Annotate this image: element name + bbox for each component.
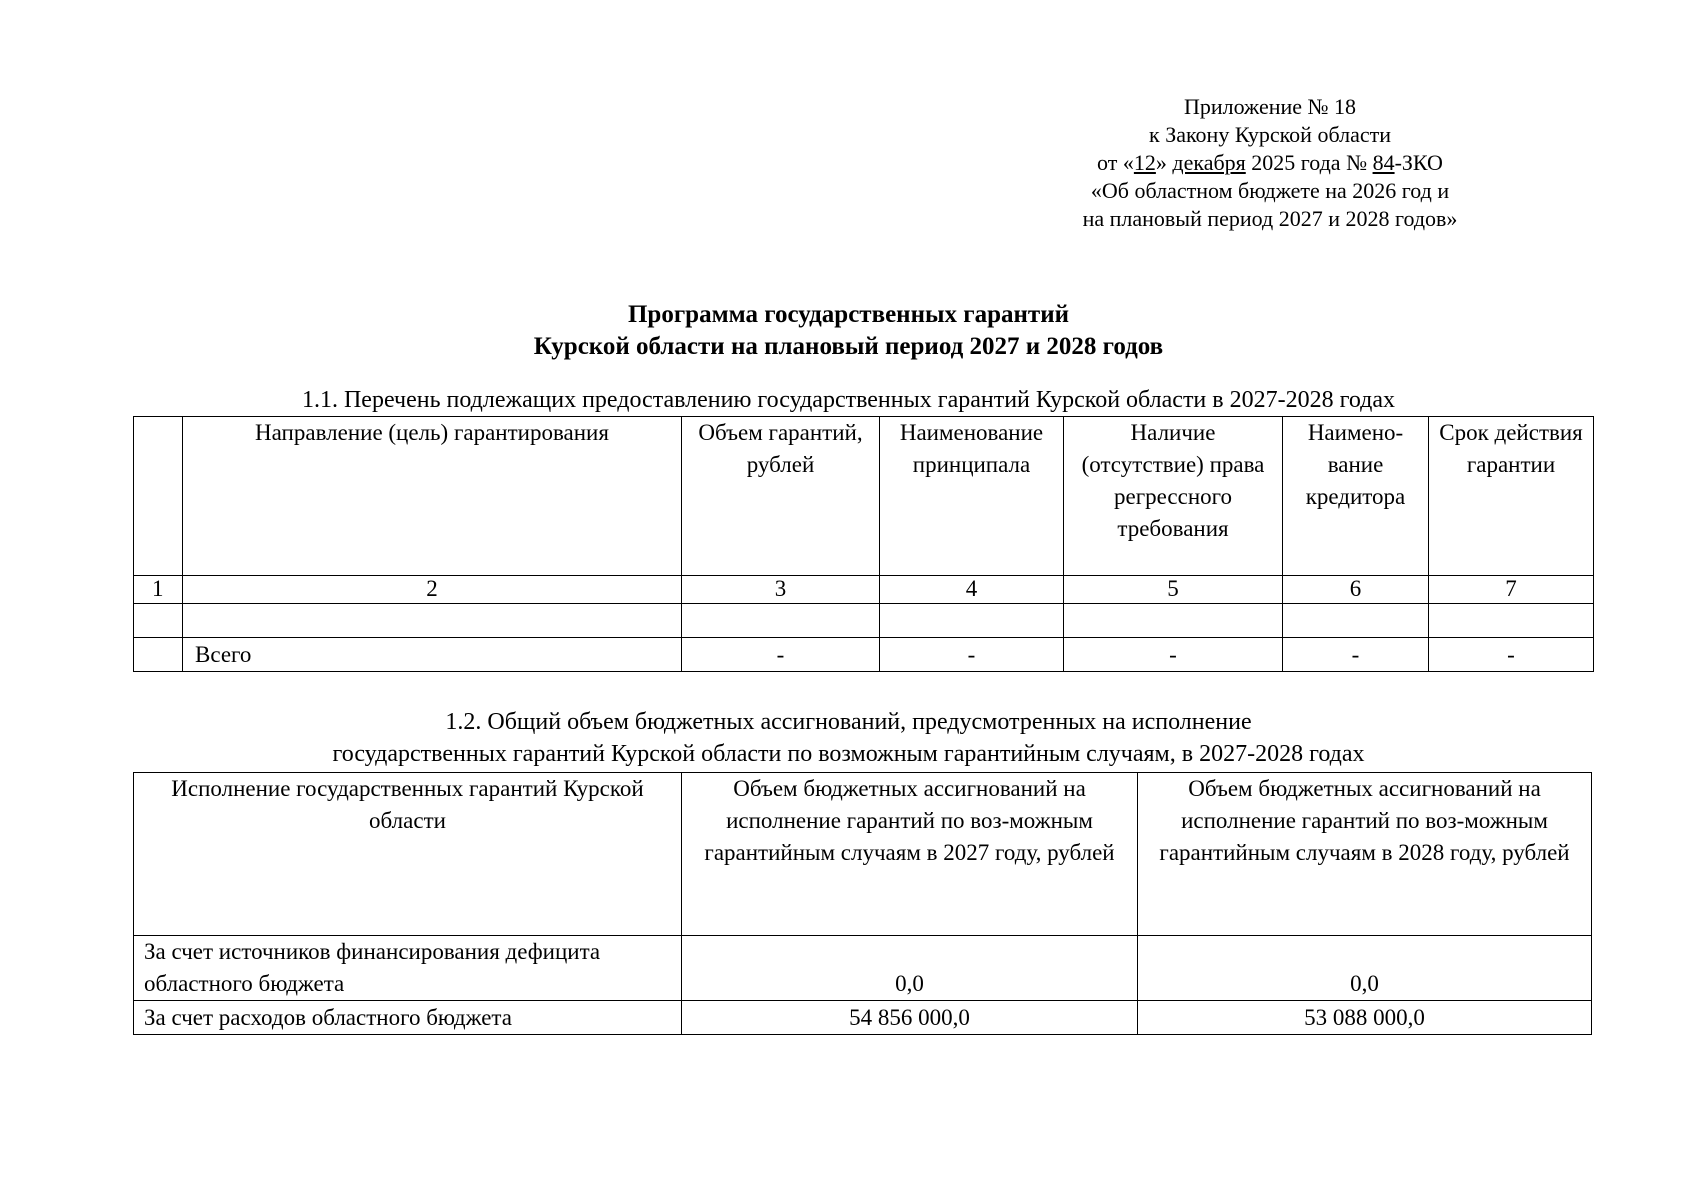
table1-column-number-row — [134, 576, 1594, 604]
table1-header-row — [134, 417, 1594, 576]
table1-header-cell: Срок действия гарантии — [1429, 417, 1594, 576]
document-title — [0, 299, 1697, 363]
budget-allocations-table — [133, 772, 1592, 1035]
table-cell: - — [1064, 638, 1283, 672]
table2-header-cell: Объем бюджетных ассигнований на исполнение гарантий по воз-можным гарантийным случаям в 2028 году, рублей — [1138, 773, 1592, 936]
appendix-date-mid2: 2025 года № — [1245, 150, 1373, 175]
table1-header-cell: Наименование принципала — [880, 417, 1064, 576]
appendix-date-prefix: от « — [1097, 150, 1134, 175]
appendix-law-number: 84 — [1372, 150, 1395, 175]
row-label: За счет расходов областного бюджета — [134, 1001, 682, 1035]
table-row — [134, 1001, 1592, 1035]
appendix-line-4: «Об областном бюджете на 2026 год и — [1090, 178, 1450, 203]
column-number-cell: 7 — [1429, 576, 1594, 604]
table-row — [134, 936, 1592, 1001]
section-2-heading — [0, 706, 1697, 770]
table1-header-cell: Наимено-вание кредитора — [1283, 417, 1429, 576]
appendix-day: 12 — [1133, 150, 1156, 175]
appendix-line-1: Приложение № 18 — [1183, 94, 1357, 119]
appendix-month: декабря — [1172, 150, 1246, 175]
column-number-cell: 5 — [1064, 576, 1283, 604]
column-number-cell: 6 — [1283, 576, 1429, 604]
table-cell — [1283, 604, 1429, 638]
table-cell — [1429, 604, 1594, 638]
column-number-cell: 1 — [134, 576, 183, 604]
appendix-date-mid1: » — [1155, 150, 1173, 175]
table-cell — [1064, 604, 1283, 638]
table-cell — [183, 604, 682, 638]
value-2028: 0,0 — [1138, 936, 1592, 1001]
appendix-law-suffix: -ЗКО — [1394, 150, 1443, 175]
title-line-1: Программа государственных гарантий — [627, 301, 1069, 328]
guarantees-list-table — [133, 416, 1594, 672]
appendix-line-5: на плановый период 2027 и 2028 годов» — [1082, 206, 1458, 231]
appendix-line-2: к Закону Курской области — [1149, 122, 1391, 147]
table1-total-row — [134, 638, 1594, 672]
table1-empty-row — [134, 604, 1594, 638]
value-2027: 0,0 — [682, 936, 1138, 1001]
table2-header-cell: Исполнение государственных гарантий Курской области — [134, 773, 682, 936]
table-cell — [880, 604, 1064, 638]
title-line-2: Курской области на плановый период 2027 и 2028 годов — [533, 333, 1164, 360]
table-cell: - — [1283, 638, 1429, 672]
section-2-heading-line-1: 1.2. Общий объем бюджетных ассигнований, предусмотренных на исполнение — [445, 709, 1252, 735]
value-2027: 54 856 000,0 — [682, 1001, 1138, 1035]
total-label: Всего — [183, 638, 682, 672]
column-number-cell: 4 — [880, 576, 1064, 604]
table1-header-cell: Наличие (отсутствие) права регрессного требования — [1064, 417, 1283, 576]
table1-header-cell — [134, 417, 183, 576]
appendix-line-3 — [1030, 149, 1510, 177]
table2-header-row — [134, 773, 1592, 936]
section-1-heading: 1.1. Перечень подлежащих предоставлению государственных гарантий Курской области в 2027-2028 годах — [301, 387, 1396, 413]
table-cell — [134, 638, 183, 672]
row-label: За счет источников финансирования дефицита областного бюджета — [134, 936, 682, 1001]
table-cell — [682, 604, 880, 638]
table-cell: - — [880, 638, 1064, 672]
value-2028: 53 088 000,0 — [1138, 1001, 1592, 1035]
appendix-block — [1030, 93, 1510, 233]
table2-header-cell: Объем бюджетных ассигнований на исполнение гарантий по воз-можным гарантийным случаям в 2027 году, рублей — [682, 773, 1138, 936]
column-number-cell: 3 — [682, 576, 880, 604]
column-number-cell: 2 — [183, 576, 682, 604]
table-cell — [134, 604, 183, 638]
table-cell: - — [682, 638, 880, 672]
table1-header-cell: Направление (цель) гарантирования — [183, 417, 682, 576]
table1-header-cell: Объем гарантий, рублей — [682, 417, 880, 576]
section-2-heading-line-2: государственных гарантий Курской области по возможным гарантийным случаям, в 2027-2028 годах — [332, 741, 1365, 767]
table-cell: - — [1429, 638, 1594, 672]
